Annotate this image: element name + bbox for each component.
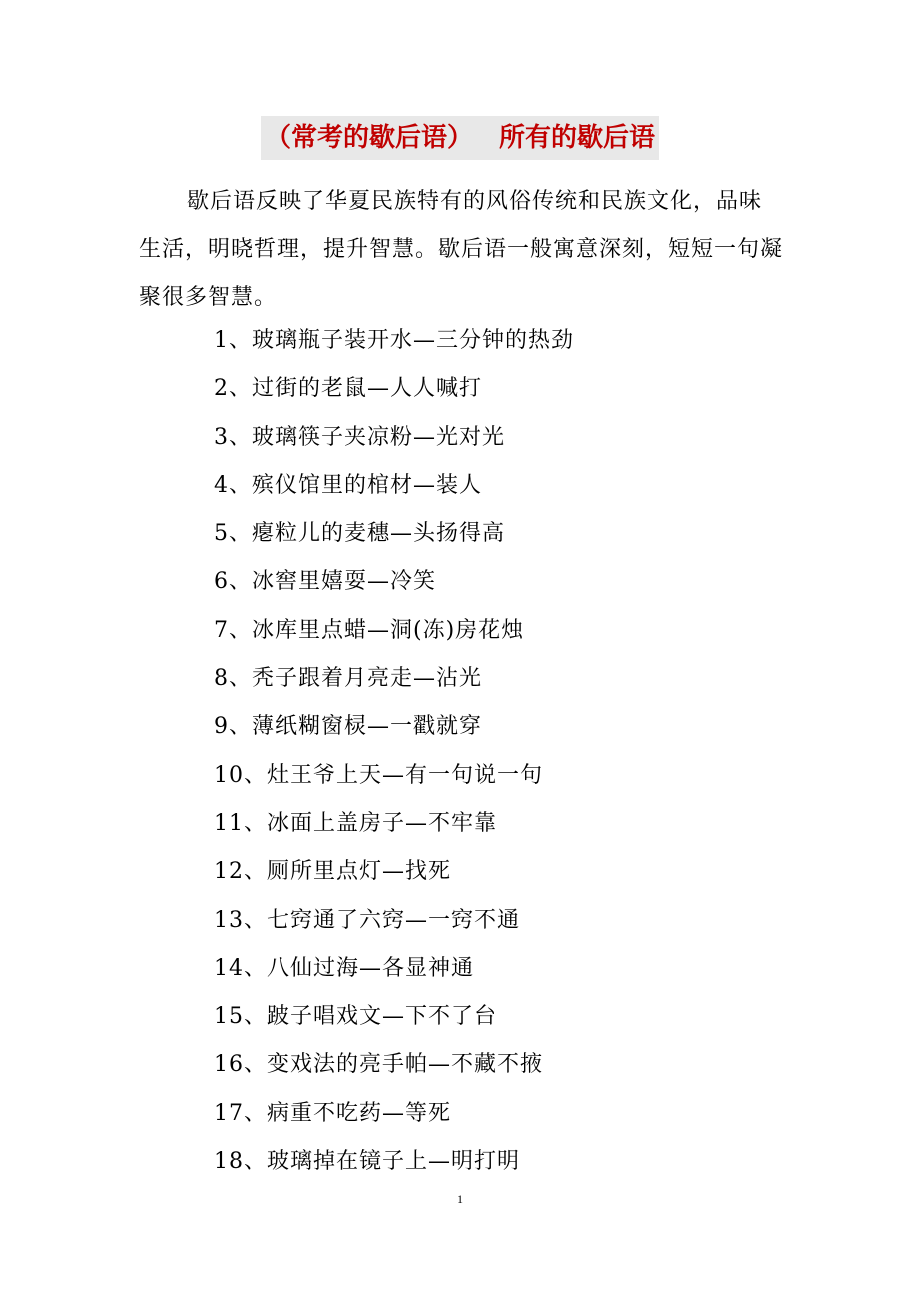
list-item: 16、变戏法的亮手帕—不藏不掖: [214, 1052, 543, 1078]
list-item: 17、病重不吃药—等死: [214, 1100, 451, 1126]
list-item: 11、冰面上盖房子—不牢靠: [214, 810, 497, 836]
list-item: 9、薄纸糊窗棂—一戳就穿: [214, 714, 482, 740]
list-item: 6、冰窖里嬉耍—冷笑: [214, 569, 436, 595]
title-container: [0, 116, 920, 160]
list-item: 10、灶王爷上天—有一句说一句: [214, 762, 543, 788]
intro-paragraph: 歇后语反映了华夏民族特有的风俗传统和民族文化，品味生活，明晓哲理，提升智慧。歇后语一般寓意深刻，短短一句凝聚很多智慧。: [139, 189, 784, 310]
title-part-2: 所有的歇后语: [499, 123, 656, 153]
list-item: 3、玻璃筷子夹凉粉—光对光: [214, 424, 505, 450]
page-number: 1: [457, 1192, 463, 1206]
list-item: 13、七窍通了六窍—一窍不通: [214, 907, 520, 933]
list-item: 18、玻璃掉在镜子上—明打明: [214, 1149, 520, 1175]
list-item: 1、玻璃瓶子装开水—三分钟的热劲: [214, 328, 574, 353]
list-item: 15、跛子唱戏文—下不了台: [214, 1004, 497, 1030]
list-item: 2、过街的老鼠—人人喊打: [214, 376, 482, 402]
list-item: 5、瘪粒儿的麦穗—头扬得高: [214, 521, 505, 547]
list-item: 7、冰库里点蜡—洞(冻)房花烛: [214, 617, 525, 643]
list-item: 12、厕所里点灯—找死: [214, 859, 451, 885]
proverb-list: [214, 320, 574, 1189]
list-item: 4、殡仪馆里的棺材—装人: [214, 472, 482, 498]
list-item: 8、秃子跟着月亮走—沾光: [214, 666, 482, 692]
title-part-1: （常考的歇后语）: [264, 123, 473, 153]
document-title: [261, 116, 659, 160]
list-item: 14、八仙过海—各显神通: [214, 955, 474, 981]
